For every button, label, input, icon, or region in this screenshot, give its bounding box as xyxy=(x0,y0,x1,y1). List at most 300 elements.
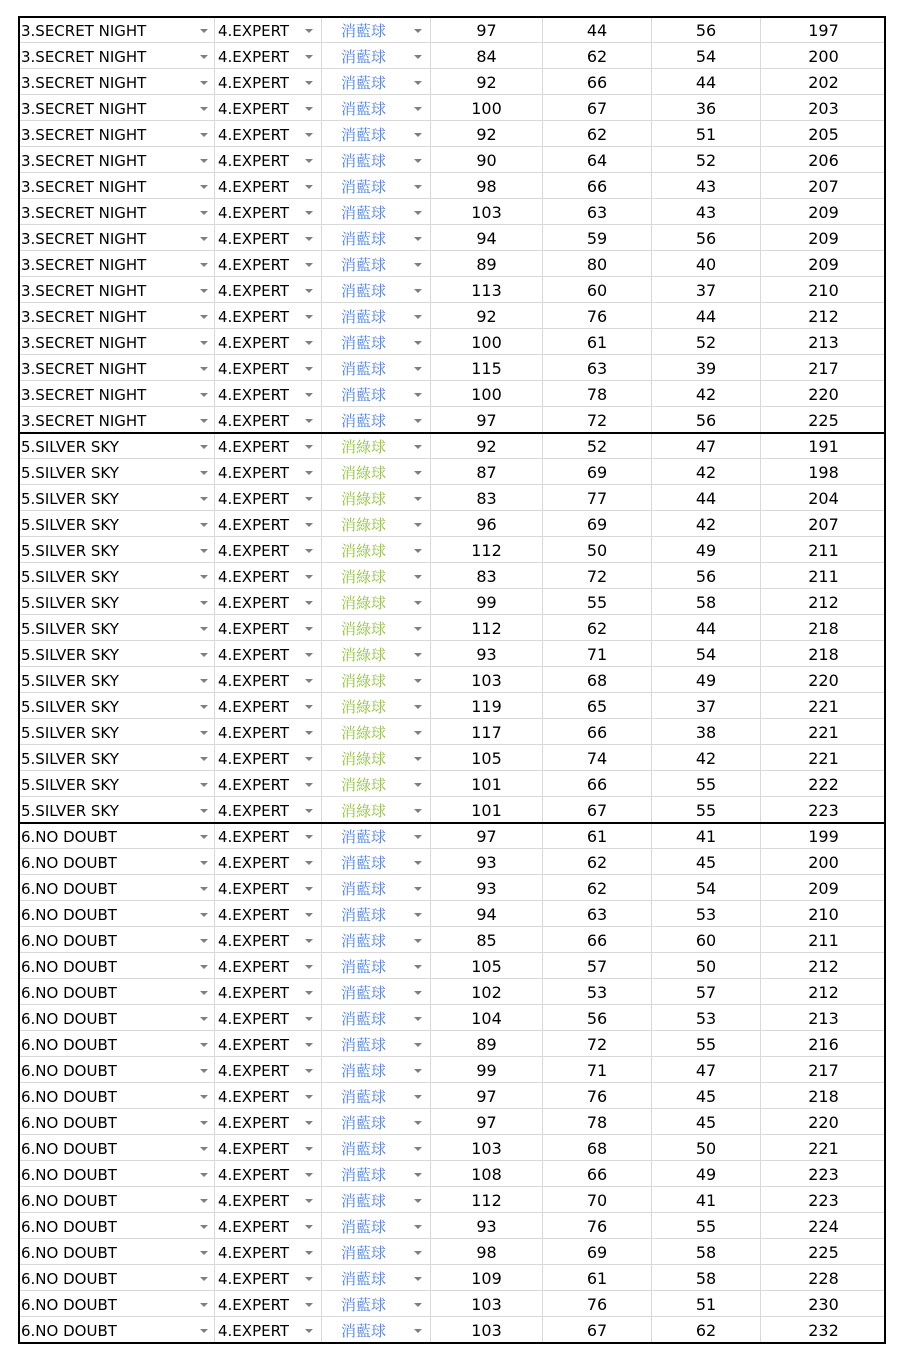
value-cell[interactable] xyxy=(431,277,543,303)
dropdown-arrow-icon[interactable] xyxy=(305,81,313,85)
dropdown-arrow-icon[interactable] xyxy=(200,913,208,917)
item-cell[interactable] xyxy=(322,381,431,407)
dropdown-arrow-icon[interactable] xyxy=(305,1251,313,1255)
value-cell[interactable] xyxy=(431,329,543,355)
difficulty-cell[interactable] xyxy=(215,667,322,693)
value-cell[interactable] xyxy=(652,1187,761,1213)
item-cell[interactable] xyxy=(322,407,431,433)
dropdown-arrow-icon[interactable] xyxy=(305,783,313,787)
item-cell[interactable] xyxy=(322,615,431,641)
song-cell[interactable] xyxy=(18,459,215,485)
dropdown-arrow-icon[interactable] xyxy=(414,471,422,475)
value-cell[interactable] xyxy=(761,667,886,693)
song-cell[interactable] xyxy=(18,641,215,667)
value-cell[interactable] xyxy=(652,771,761,797)
song-cell[interactable] xyxy=(18,433,215,459)
value-cell[interactable] xyxy=(761,355,886,381)
value-cell[interactable] xyxy=(761,225,886,251)
dropdown-arrow-icon[interactable] xyxy=(414,211,422,215)
difficulty-cell[interactable] xyxy=(215,1109,322,1135)
dropdown-arrow-icon[interactable] xyxy=(414,367,422,371)
item-cell[interactable] xyxy=(322,433,431,459)
song-cell[interactable] xyxy=(18,147,215,173)
value-cell[interactable] xyxy=(431,511,543,537)
value-cell[interactable] xyxy=(761,1317,886,1343)
difficulty-cell[interactable] xyxy=(215,875,322,901)
dropdown-arrow-icon[interactable] xyxy=(200,185,208,189)
dropdown-arrow-icon[interactable] xyxy=(305,913,313,917)
dropdown-arrow-icon[interactable] xyxy=(414,1329,422,1333)
dropdown-arrow-icon[interactable] xyxy=(200,1069,208,1073)
difficulty-cell[interactable] xyxy=(215,199,322,225)
value-cell[interactable] xyxy=(431,121,543,147)
dropdown-arrow-icon[interactable] xyxy=(305,1043,313,1047)
dropdown-arrow-icon[interactable] xyxy=(305,861,313,865)
song-cell[interactable] xyxy=(18,1213,215,1239)
item-cell[interactable] xyxy=(322,745,431,771)
dropdown-arrow-icon[interactable] xyxy=(200,601,208,605)
value-cell[interactable] xyxy=(543,485,652,511)
dropdown-arrow-icon[interactable] xyxy=(200,627,208,631)
song-cell[interactable] xyxy=(18,17,215,43)
dropdown-arrow-icon[interactable] xyxy=(200,1329,208,1333)
song-cell[interactable] xyxy=(18,1317,215,1343)
value-cell[interactable] xyxy=(431,43,543,69)
dropdown-arrow-icon[interactable] xyxy=(305,1199,313,1203)
value-cell[interactable] xyxy=(761,277,886,303)
dropdown-arrow-icon[interactable] xyxy=(305,939,313,943)
value-cell[interactable] xyxy=(761,615,886,641)
difficulty-cell[interactable] xyxy=(215,1239,322,1265)
dropdown-arrow-icon[interactable] xyxy=(305,887,313,891)
dropdown-arrow-icon[interactable] xyxy=(414,341,422,345)
value-cell[interactable] xyxy=(431,797,543,823)
dropdown-arrow-icon[interactable] xyxy=(305,809,313,813)
item-cell[interactable] xyxy=(322,849,431,875)
item-cell[interactable] xyxy=(322,719,431,745)
dropdown-arrow-icon[interactable] xyxy=(200,133,208,137)
item-cell[interactable] xyxy=(322,1135,431,1161)
difficulty-cell[interactable] xyxy=(215,511,322,537)
dropdown-arrow-icon[interactable] xyxy=(305,965,313,969)
song-cell[interactable] xyxy=(18,1005,215,1031)
value-cell[interactable] xyxy=(431,537,543,563)
difficulty-cell[interactable] xyxy=(215,277,322,303)
item-cell[interactable] xyxy=(322,901,431,927)
dropdown-arrow-icon[interactable] xyxy=(200,939,208,943)
dropdown-arrow-icon[interactable] xyxy=(305,497,313,501)
value-cell[interactable] xyxy=(431,1265,543,1291)
dropdown-arrow-icon[interactable] xyxy=(414,419,422,423)
dropdown-arrow-icon[interactable] xyxy=(200,1225,208,1229)
song-cell[interactable] xyxy=(18,225,215,251)
value-cell[interactable] xyxy=(652,667,761,693)
dropdown-arrow-icon[interactable] xyxy=(305,263,313,267)
dropdown-arrow-icon[interactable] xyxy=(414,289,422,293)
dropdown-arrow-icon[interactable] xyxy=(200,81,208,85)
difficulty-cell[interactable] xyxy=(215,641,322,667)
value-cell[interactable] xyxy=(761,745,886,771)
dropdown-arrow-icon[interactable] xyxy=(414,159,422,163)
item-cell[interactable] xyxy=(322,95,431,121)
item-cell[interactable] xyxy=(322,485,431,511)
dropdown-arrow-icon[interactable] xyxy=(305,185,313,189)
difficulty-cell[interactable] xyxy=(215,979,322,1005)
value-cell[interactable] xyxy=(431,69,543,95)
value-cell[interactable] xyxy=(761,1213,886,1239)
value-cell[interactable] xyxy=(543,381,652,407)
dropdown-arrow-icon[interactable] xyxy=(414,1017,422,1021)
difficulty-cell[interactable] xyxy=(215,69,322,95)
dropdown-arrow-icon[interactable] xyxy=(414,55,422,59)
value-cell[interactable] xyxy=(543,1187,652,1213)
dropdown-arrow-icon[interactable] xyxy=(200,705,208,709)
value-cell[interactable] xyxy=(431,1317,543,1343)
value-cell[interactable] xyxy=(543,303,652,329)
item-cell[interactable] xyxy=(322,1265,431,1291)
difficulty-cell[interactable] xyxy=(215,1291,322,1317)
item-cell[interactable] xyxy=(322,69,431,95)
item-cell[interactable] xyxy=(322,329,431,355)
value-cell[interactable] xyxy=(431,17,543,43)
dropdown-arrow-icon[interactable] xyxy=(305,133,313,137)
value-cell[interactable] xyxy=(652,797,761,823)
value-cell[interactable] xyxy=(543,1213,652,1239)
value-cell[interactable] xyxy=(761,459,886,485)
value-cell[interactable] xyxy=(431,147,543,173)
value-cell[interactable] xyxy=(761,1031,886,1057)
difficulty-cell[interactable] xyxy=(215,459,322,485)
item-cell[interactable] xyxy=(322,1187,431,1213)
difficulty-cell[interactable] xyxy=(215,355,322,381)
dropdown-arrow-icon[interactable] xyxy=(200,159,208,163)
value-cell[interactable] xyxy=(652,1291,761,1317)
value-cell[interactable] xyxy=(652,1109,761,1135)
value-cell[interactable] xyxy=(652,43,761,69)
dropdown-arrow-icon[interactable] xyxy=(305,523,313,527)
difficulty-cell[interactable] xyxy=(215,147,322,173)
value-cell[interactable] xyxy=(431,901,543,927)
value-cell[interactable] xyxy=(761,1109,886,1135)
dropdown-arrow-icon[interactable] xyxy=(200,1147,208,1151)
dropdown-arrow-icon[interactable] xyxy=(200,991,208,995)
difficulty-cell[interactable] xyxy=(215,927,322,953)
value-cell[interactable] xyxy=(543,1083,652,1109)
dropdown-arrow-icon[interactable] xyxy=(200,211,208,215)
dropdown-arrow-icon[interactable] xyxy=(305,341,313,345)
value-cell[interactable] xyxy=(431,875,543,901)
song-cell[interactable] xyxy=(18,303,215,329)
value-cell[interactable] xyxy=(652,1265,761,1291)
dropdown-arrow-icon[interactable] xyxy=(200,237,208,241)
dropdown-arrow-icon[interactable] xyxy=(305,29,313,33)
song-cell[interactable] xyxy=(18,199,215,225)
dropdown-arrow-icon[interactable] xyxy=(305,211,313,215)
value-cell[interactable] xyxy=(761,407,886,433)
dropdown-arrow-icon[interactable] xyxy=(414,679,422,683)
dropdown-arrow-icon[interactable] xyxy=(305,601,313,605)
dropdown-arrow-icon[interactable] xyxy=(414,1251,422,1255)
value-cell[interactable] xyxy=(431,303,543,329)
dropdown-arrow-icon[interactable] xyxy=(414,627,422,631)
difficulty-cell[interactable] xyxy=(215,615,322,641)
value-cell[interactable] xyxy=(652,1031,761,1057)
item-cell[interactable] xyxy=(322,1005,431,1031)
value-cell[interactable] xyxy=(761,849,886,875)
difficulty-cell[interactable] xyxy=(215,771,322,797)
song-cell[interactable] xyxy=(18,667,215,693)
value-cell[interactable] xyxy=(652,1161,761,1187)
dropdown-arrow-icon[interactable] xyxy=(305,289,313,293)
value-cell[interactable] xyxy=(652,953,761,979)
value-cell[interactable] xyxy=(652,1239,761,1265)
difficulty-cell[interactable] xyxy=(215,173,322,199)
dropdown-arrow-icon[interactable] xyxy=(414,107,422,111)
difficulty-cell[interactable] xyxy=(215,1265,322,1291)
item-cell[interactable] xyxy=(322,1161,431,1187)
value-cell[interactable] xyxy=(431,95,543,121)
value-cell[interactable] xyxy=(543,69,652,95)
value-cell[interactable] xyxy=(652,589,761,615)
value-cell[interactable] xyxy=(761,1005,886,1031)
difficulty-cell[interactable] xyxy=(215,485,322,511)
value-cell[interactable] xyxy=(761,381,886,407)
dropdown-arrow-icon[interactable] xyxy=(414,1121,422,1125)
item-cell[interactable] xyxy=(322,823,431,849)
value-cell[interactable] xyxy=(543,537,652,563)
dropdown-arrow-icon[interactable] xyxy=(305,1017,313,1021)
value-cell[interactable] xyxy=(431,1057,543,1083)
difficulty-cell[interactable] xyxy=(215,1317,322,1343)
dropdown-arrow-icon[interactable] xyxy=(305,1225,313,1229)
dropdown-arrow-icon[interactable] xyxy=(200,263,208,267)
dropdown-arrow-icon[interactable] xyxy=(200,1277,208,1281)
item-cell[interactable] xyxy=(322,121,431,147)
value-cell[interactable] xyxy=(543,693,652,719)
difficulty-cell[interactable] xyxy=(215,901,322,927)
item-cell[interactable] xyxy=(322,355,431,381)
value-cell[interactable] xyxy=(652,277,761,303)
song-cell[interactable] xyxy=(18,95,215,121)
value-cell[interactable] xyxy=(431,927,543,953)
value-cell[interactable] xyxy=(652,537,761,563)
value-cell[interactable] xyxy=(543,1239,652,1265)
difficulty-cell[interactable] xyxy=(215,251,322,277)
dropdown-arrow-icon[interactable] xyxy=(305,705,313,709)
value-cell[interactable] xyxy=(761,329,886,355)
difficulty-cell[interactable] xyxy=(215,407,322,433)
dropdown-arrow-icon[interactable] xyxy=(305,471,313,475)
value-cell[interactable] xyxy=(543,563,652,589)
value-cell[interactable] xyxy=(652,147,761,173)
value-cell[interactable] xyxy=(652,69,761,95)
dropdown-arrow-icon[interactable] xyxy=(305,367,313,371)
value-cell[interactable] xyxy=(652,1317,761,1343)
difficulty-cell[interactable] xyxy=(215,797,322,823)
value-cell[interactable] xyxy=(761,433,886,459)
dropdown-arrow-icon[interactable] xyxy=(200,861,208,865)
item-cell[interactable] xyxy=(322,797,431,823)
song-cell[interactable] xyxy=(18,563,215,589)
value-cell[interactable] xyxy=(543,433,652,459)
item-cell[interactable] xyxy=(322,667,431,693)
item-cell[interactable] xyxy=(322,459,431,485)
song-cell[interactable] xyxy=(18,745,215,771)
value-cell[interactable] xyxy=(652,563,761,589)
value-cell[interactable] xyxy=(761,1083,886,1109)
value-cell[interactable] xyxy=(761,485,886,511)
dropdown-arrow-icon[interactable] xyxy=(200,1043,208,1047)
song-cell[interactable] xyxy=(18,901,215,927)
dropdown-arrow-icon[interactable] xyxy=(414,1173,422,1177)
song-cell[interactable] xyxy=(18,1057,215,1083)
dropdown-arrow-icon[interactable] xyxy=(414,393,422,397)
song-cell[interactable] xyxy=(18,823,215,849)
dropdown-arrow-icon[interactable] xyxy=(200,341,208,345)
difficulty-cell[interactable] xyxy=(215,1031,322,1057)
dropdown-arrow-icon[interactable] xyxy=(200,107,208,111)
dropdown-arrow-icon[interactable] xyxy=(305,107,313,111)
value-cell[interactable] xyxy=(761,797,886,823)
value-cell[interactable] xyxy=(431,589,543,615)
value-cell[interactable] xyxy=(652,433,761,459)
dropdown-arrow-icon[interactable] xyxy=(200,731,208,735)
difficulty-cell[interactable] xyxy=(215,17,322,43)
difficulty-cell[interactable] xyxy=(215,745,322,771)
dropdown-arrow-icon[interactable] xyxy=(200,965,208,969)
value-cell[interactable] xyxy=(431,953,543,979)
item-cell[interactable] xyxy=(322,771,431,797)
dropdown-arrow-icon[interactable] xyxy=(414,185,422,189)
item-cell[interactable] xyxy=(322,1083,431,1109)
value-cell[interactable] xyxy=(543,979,652,1005)
value-cell[interactable] xyxy=(652,17,761,43)
value-cell[interactable] xyxy=(761,1161,886,1187)
dropdown-arrow-icon[interactable] xyxy=(414,1225,422,1229)
dropdown-arrow-icon[interactable] xyxy=(200,315,208,319)
song-cell[interactable] xyxy=(18,511,215,537)
song-cell[interactable] xyxy=(18,1239,215,1265)
value-cell[interactable] xyxy=(652,849,761,875)
song-cell[interactable] xyxy=(18,355,215,381)
value-cell[interactable] xyxy=(431,251,543,277)
value-cell[interactable] xyxy=(543,95,652,121)
dropdown-arrow-icon[interactable] xyxy=(200,497,208,501)
dropdown-arrow-icon[interactable] xyxy=(305,1095,313,1099)
value-cell[interactable] xyxy=(652,1057,761,1083)
item-cell[interactable] xyxy=(322,1109,431,1135)
value-cell[interactable] xyxy=(543,589,652,615)
difficulty-cell[interactable] xyxy=(215,1005,322,1031)
item-cell[interactable] xyxy=(322,979,431,1005)
dropdown-arrow-icon[interactable] xyxy=(414,991,422,995)
value-cell[interactable] xyxy=(761,511,886,537)
value-cell[interactable] xyxy=(761,823,886,849)
song-cell[interactable] xyxy=(18,797,215,823)
item-cell[interactable] xyxy=(322,511,431,537)
value-cell[interactable] xyxy=(431,1161,543,1187)
value-cell[interactable] xyxy=(543,277,652,303)
value-cell[interactable] xyxy=(761,953,886,979)
value-cell[interactable] xyxy=(431,1031,543,1057)
dropdown-arrow-icon[interactable] xyxy=(414,29,422,33)
dropdown-arrow-icon[interactable] xyxy=(305,731,313,735)
dropdown-arrow-icon[interactable] xyxy=(414,913,422,917)
song-cell[interactable] xyxy=(18,1083,215,1109)
difficulty-cell[interactable] xyxy=(215,1187,322,1213)
value-cell[interactable] xyxy=(652,329,761,355)
song-cell[interactable] xyxy=(18,927,215,953)
value-cell[interactable] xyxy=(543,1005,652,1031)
dropdown-arrow-icon[interactable] xyxy=(200,419,208,423)
value-cell[interactable] xyxy=(652,1135,761,1161)
value-cell[interactable] xyxy=(761,589,886,615)
value-cell[interactable] xyxy=(652,173,761,199)
dropdown-arrow-icon[interactable] xyxy=(414,1069,422,1073)
value-cell[interactable] xyxy=(543,199,652,225)
dropdown-arrow-icon[interactable] xyxy=(414,1199,422,1203)
dropdown-arrow-icon[interactable] xyxy=(414,861,422,865)
dropdown-arrow-icon[interactable] xyxy=(200,835,208,839)
difficulty-cell[interactable] xyxy=(215,1057,322,1083)
value-cell[interactable] xyxy=(652,511,761,537)
value-cell[interactable] xyxy=(761,641,886,667)
value-cell[interactable] xyxy=(543,459,652,485)
value-cell[interactable] xyxy=(431,823,543,849)
difficulty-cell[interactable] xyxy=(215,43,322,69)
value-cell[interactable] xyxy=(652,745,761,771)
value-cell[interactable] xyxy=(543,719,652,745)
song-cell[interactable] xyxy=(18,329,215,355)
value-cell[interactable] xyxy=(652,719,761,745)
value-cell[interactable] xyxy=(431,355,543,381)
value-cell[interactable] xyxy=(431,407,543,433)
dropdown-arrow-icon[interactable] xyxy=(200,1017,208,1021)
difficulty-cell[interactable] xyxy=(215,537,322,563)
song-cell[interactable] xyxy=(18,173,215,199)
item-cell[interactable] xyxy=(322,303,431,329)
value-cell[interactable] xyxy=(431,1239,543,1265)
dropdown-arrow-icon[interactable] xyxy=(414,1277,422,1281)
dropdown-arrow-icon[interactable] xyxy=(305,653,313,657)
value-cell[interactable] xyxy=(543,901,652,927)
value-cell[interactable] xyxy=(761,875,886,901)
dropdown-arrow-icon[interactable] xyxy=(200,1251,208,1255)
dropdown-arrow-icon[interactable] xyxy=(305,1303,313,1307)
song-cell[interactable] xyxy=(18,719,215,745)
value-cell[interactable] xyxy=(543,17,652,43)
value-cell[interactable] xyxy=(543,849,652,875)
value-cell[interactable] xyxy=(652,615,761,641)
value-cell[interactable] xyxy=(761,1187,886,1213)
dropdown-arrow-icon[interactable] xyxy=(200,29,208,33)
value-cell[interactable] xyxy=(761,17,886,43)
value-cell[interactable] xyxy=(761,771,886,797)
value-cell[interactable] xyxy=(761,1239,886,1265)
dropdown-arrow-icon[interactable] xyxy=(414,237,422,241)
difficulty-cell[interactable] xyxy=(215,563,322,589)
value-cell[interactable] xyxy=(761,1265,886,1291)
value-cell[interactable] xyxy=(543,927,652,953)
item-cell[interactable] xyxy=(322,1031,431,1057)
value-cell[interactable] xyxy=(543,615,652,641)
value-cell[interactable] xyxy=(431,693,543,719)
value-cell[interactable] xyxy=(543,771,652,797)
difficulty-cell[interactable] xyxy=(215,1083,322,1109)
song-cell[interactable] xyxy=(18,537,215,563)
dropdown-arrow-icon[interactable] xyxy=(414,757,422,761)
song-cell[interactable] xyxy=(18,1265,215,1291)
